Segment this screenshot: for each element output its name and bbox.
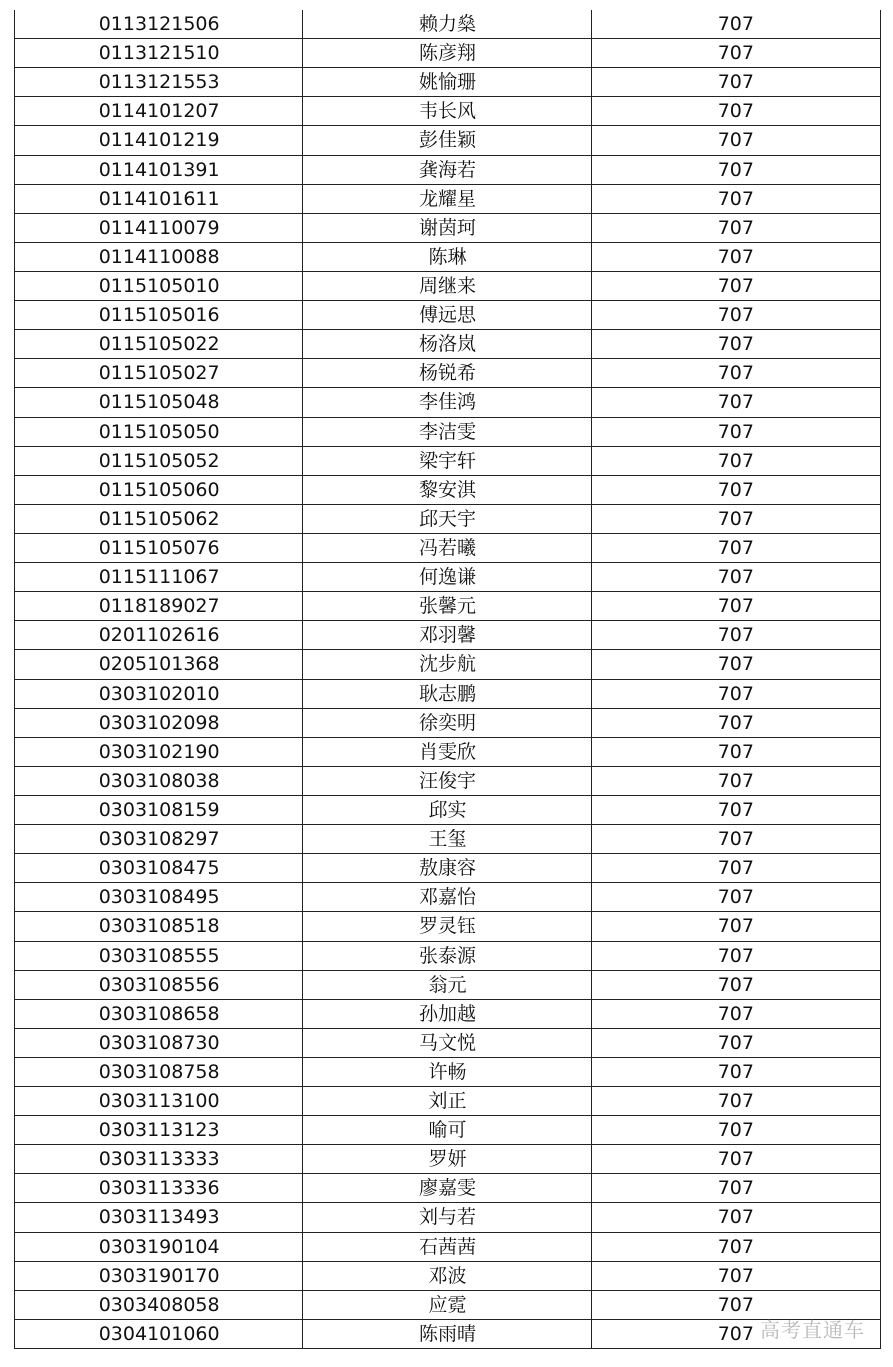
table-row <box>15 854 880 883</box>
table-row <box>15 1058 880 1087</box>
score-cell: 707 <box>717 536 754 559</box>
table-row <box>15 359 880 388</box>
candidate-name-cell: 谢茵珂 <box>418 216 476 239</box>
candidate-id-cell: 0303102190 <box>98 740 220 763</box>
candidate-name-cell: 陈彦翔 <box>418 42 476 65</box>
candidate-id-cell: 0303113336 <box>98 1177 220 1200</box>
score-cell: 707 <box>717 711 754 734</box>
score-cell: 707 <box>717 420 754 443</box>
table-row <box>15 709 880 738</box>
score-cell: 707 <box>717 857 754 880</box>
score-table <box>14 10 881 1349</box>
candidate-name-cell: 龙耀星 <box>418 187 476 210</box>
score-cell: 707 <box>717 595 754 618</box>
table-row <box>15 272 880 301</box>
score-cell: 707 <box>717 1060 754 1083</box>
candidate-name-cell: 王玺 <box>428 828 467 851</box>
candidate-name-cell: 龚海若 <box>418 158 476 181</box>
candidate-id-cell: 0303108758 <box>98 1060 220 1083</box>
candidate-name-cell: 杨洛岚 <box>418 333 476 356</box>
candidate-id-cell: 0113121510 <box>98 42 220 65</box>
table-row <box>15 301 880 330</box>
score-cell: 707 <box>717 216 754 239</box>
candidate-name-cell: 喻可 <box>428 1119 467 1142</box>
score-cell: 707 <box>717 682 754 705</box>
candidate-name-cell: 周继来 <box>418 274 476 297</box>
candidate-name-cell: 廖嘉雯 <box>418 1177 476 1200</box>
table-row <box>15 156 880 185</box>
score-cell: 707 <box>717 391 754 414</box>
score-cell: 707 <box>717 944 754 967</box>
candidate-name-cell: 黎安淇 <box>418 478 476 501</box>
candidate-name-cell: 姚愉珊 <box>418 71 476 94</box>
candidate-id-cell: 0115111067 <box>98 566 220 589</box>
score-cell: 707 <box>717 566 754 589</box>
candidate-id-cell: 0115105060 <box>98 478 220 501</box>
candidate-id-cell: 0115105048 <box>98 391 220 414</box>
watermark-text: 高考直通车 <box>760 1318 865 1342</box>
table-row <box>15 418 880 447</box>
table-row <box>15 1262 880 1291</box>
score-cell: 707 <box>717 769 754 792</box>
candidate-name-cell: 陈雨晴 <box>418 1322 476 1345</box>
table-row <box>15 1320 880 1349</box>
table-row <box>15 185 880 214</box>
candidate-name-cell: 张泰源 <box>418 944 476 967</box>
score-cell: 707 <box>717 71 754 94</box>
candidate-name-cell: 彭佳颖 <box>418 129 476 152</box>
candidate-name-cell: 邱天宇 <box>418 507 476 530</box>
score-cell: 707 <box>717 333 754 356</box>
candidate-id-cell: 0114110088 <box>98 245 220 268</box>
table-row <box>15 39 880 68</box>
score-cell: 707 <box>717 624 754 647</box>
score-cell: 707 <box>717 507 754 530</box>
score-cell: 707 <box>717 1264 754 1287</box>
score-cell: 707 <box>717 304 754 327</box>
candidate-id-cell: 0114110079 <box>98 216 220 239</box>
candidate-id-cell: 0303113493 <box>98 1206 220 1229</box>
table-row <box>15 534 880 563</box>
candidate-id-cell: 0304101060 <box>98 1322 220 1345</box>
table-row <box>15 1233 880 1262</box>
table-row <box>15 1203 880 1232</box>
candidate-name-cell: 邓波 <box>428 1264 467 1287</box>
score-cell: 707 <box>717 13 754 35</box>
score-cell: 707 <box>717 274 754 297</box>
candidate-name-cell: 韦长风 <box>418 100 476 123</box>
table-row <box>15 971 880 1000</box>
candidate-name-cell: 罗灵钰 <box>418 915 476 938</box>
table-row <box>15 767 880 796</box>
candidate-name-cell: 肖雯欣 <box>418 740 476 763</box>
table-row <box>15 592 880 621</box>
candidate-id-cell: 0115105027 <box>98 362 220 385</box>
candidate-name-cell: 何逸谦 <box>418 566 476 589</box>
score-cell: 707 <box>717 1031 754 1054</box>
candidate-id-cell: 0303408058 <box>98 1293 220 1316</box>
score-cell: 707 <box>717 1090 754 1113</box>
candidate-name-cell: 沈步航 <box>418 653 476 676</box>
candidate-id-cell: 0303113333 <box>98 1148 220 1171</box>
table-row <box>15 505 880 534</box>
score-cell: 707 <box>717 653 754 676</box>
table-row <box>15 796 880 825</box>
score-cell: 707 <box>717 42 754 65</box>
candidate-name-cell: 邓嘉怡 <box>418 886 476 909</box>
candidate-name-cell: 刘正 <box>428 1090 467 1113</box>
score-cell: 707 <box>717 1293 754 1316</box>
candidate-name-cell: 梁宇轩 <box>418 449 476 472</box>
candidate-name-cell: 马文悦 <box>418 1031 476 1054</box>
table-row <box>15 126 880 155</box>
table-body <box>15 10 880 1349</box>
candidate-id-cell: 0115105052 <box>98 449 220 472</box>
candidate-id-cell: 0303108658 <box>98 1002 220 1025</box>
candidate-name-cell: 翁元 <box>428 973 467 996</box>
table-row <box>15 1174 880 1203</box>
table-row <box>15 243 880 272</box>
score-cell: 707 <box>717 449 754 472</box>
candidate-name-cell: 冯若曦 <box>418 536 476 559</box>
table-row <box>15 1029 880 1058</box>
score-cell: 707 <box>717 1177 754 1200</box>
candidate-id-cell: 0201102616 <box>98 624 220 647</box>
candidate-id-cell: 0303108475 <box>98 857 220 880</box>
score-cell: 707 <box>717 828 754 851</box>
candidate-name-cell: 许畅 <box>428 1060 467 1083</box>
score-cell: 707 <box>717 1235 754 1258</box>
candidate-id-cell: 0114101611 <box>98 187 220 210</box>
candidate-name-cell: 李佳鸿 <box>418 391 476 414</box>
candidate-id-cell: 0303108495 <box>98 886 220 909</box>
score-cell: 707 <box>717 1148 754 1171</box>
candidate-name-cell: 陈琳 <box>428 245 467 268</box>
candidate-name-cell: 罗妍 <box>428 1148 467 1171</box>
candidate-id-cell: 0118189027 <box>98 595 220 618</box>
score-cell: 707 <box>717 100 754 123</box>
candidate-id-cell: 0303108518 <box>98 915 220 938</box>
table-row <box>15 68 880 97</box>
score-cell: 707 <box>717 1322 754 1345</box>
score-cell: 707 <box>717 1002 754 1025</box>
candidate-id-cell: 0115105016 <box>98 304 220 327</box>
table-row <box>15 883 880 912</box>
candidate-name-cell: 赖力燊 <box>418 13 476 35</box>
candidate-id-cell: 0205101368 <box>98 653 220 676</box>
candidate-id-cell: 0115105062 <box>98 507 220 530</box>
candidate-name-cell: 刘与若 <box>418 1206 476 1229</box>
candidate-id-cell: 0303190104 <box>98 1235 220 1258</box>
candidate-name-cell: 应霓 <box>428 1293 467 1316</box>
score-cell: 707 <box>717 187 754 210</box>
candidate-id-cell: 0303102010 <box>98 682 220 705</box>
score-cell: 707 <box>717 129 754 152</box>
candidate-name-cell: 傅远思 <box>418 304 476 327</box>
candidate-id-cell: 0303108555 <box>98 944 220 967</box>
table-row <box>15 942 880 971</box>
score-cell: 707 <box>717 1119 754 1142</box>
candidate-id-cell: 0115105050 <box>98 420 220 443</box>
table-row <box>15 680 880 709</box>
candidate-id-cell: 0114101207 <box>98 100 220 123</box>
candidate-id-cell: 0303108297 <box>98 828 220 851</box>
candidate-id-cell: 0115105022 <box>98 333 220 356</box>
score-cell: 707 <box>717 973 754 996</box>
table-row <box>15 447 880 476</box>
table-row <box>15 388 880 417</box>
candidate-id-cell: 0303190170 <box>98 1264 220 1287</box>
candidate-name-cell: 邱实 <box>428 798 467 821</box>
score-cell: 707 <box>717 740 754 763</box>
candidate-id-cell: 0115105010 <box>98 274 220 297</box>
table-row <box>15 650 880 679</box>
table-row <box>15 912 880 941</box>
candidate-id-cell: 0114101391 <box>98 158 220 181</box>
candidate-id-cell: 0303108730 <box>98 1031 220 1054</box>
table-row <box>15 563 880 592</box>
candidate-id-cell: 0303113100 <box>98 1090 220 1113</box>
candidate-name-cell: 杨锐希 <box>418 362 476 385</box>
candidate-id-cell: 0303108159 <box>98 798 220 821</box>
candidate-id-cell: 0303108556 <box>98 973 220 996</box>
table-row <box>15 1145 880 1174</box>
score-cell: 707 <box>717 915 754 938</box>
candidate-id-cell: 0303102098 <box>98 711 220 734</box>
score-cell: 707 <box>717 886 754 909</box>
score-cell: 707 <box>717 158 754 181</box>
table-row <box>15 476 880 505</box>
score-cell: 707 <box>717 245 754 268</box>
score-cell: 707 <box>717 478 754 501</box>
table-row <box>15 1291 880 1320</box>
candidate-name-cell: 孙加越 <box>418 1002 476 1025</box>
candidate-name-cell: 徐奕明 <box>418 711 476 734</box>
table-row <box>15 97 880 126</box>
candidate-name-cell: 敖康容 <box>418 857 476 880</box>
table-row <box>15 1087 880 1116</box>
table-row <box>15 825 880 854</box>
candidate-id-cell: 0303113123 <box>98 1119 220 1142</box>
candidate-name-cell: 汪俊宇 <box>418 769 476 792</box>
score-cell: 707 <box>717 798 754 821</box>
candidate-id-cell: 0114101219 <box>98 129 220 152</box>
table-row <box>15 214 880 243</box>
table-row <box>15 1116 880 1145</box>
candidate-name-cell: 耿志鹏 <box>418 682 476 705</box>
score-cell: 707 <box>717 1206 754 1229</box>
candidate-id-cell: 0115105076 <box>98 536 220 559</box>
candidate-id-cell: 0303108038 <box>98 769 220 792</box>
table-row <box>15 621 880 650</box>
candidate-name-cell: 李洁雯 <box>418 420 476 443</box>
candidate-name-cell: 石茜茜 <box>418 1235 476 1258</box>
candidate-name-cell: 张馨元 <box>418 595 476 618</box>
score-cell: 707 <box>717 362 754 385</box>
table-row <box>15 10 880 39</box>
table-row <box>15 1000 880 1029</box>
table-row <box>15 330 880 359</box>
table-row <box>15 738 880 767</box>
candidate-id-cell: 0113121553 <box>98 71 220 94</box>
candidate-name-cell: 邓羽馨 <box>418 624 476 647</box>
candidate-id-cell: 0113121506 <box>98 13 220 35</box>
